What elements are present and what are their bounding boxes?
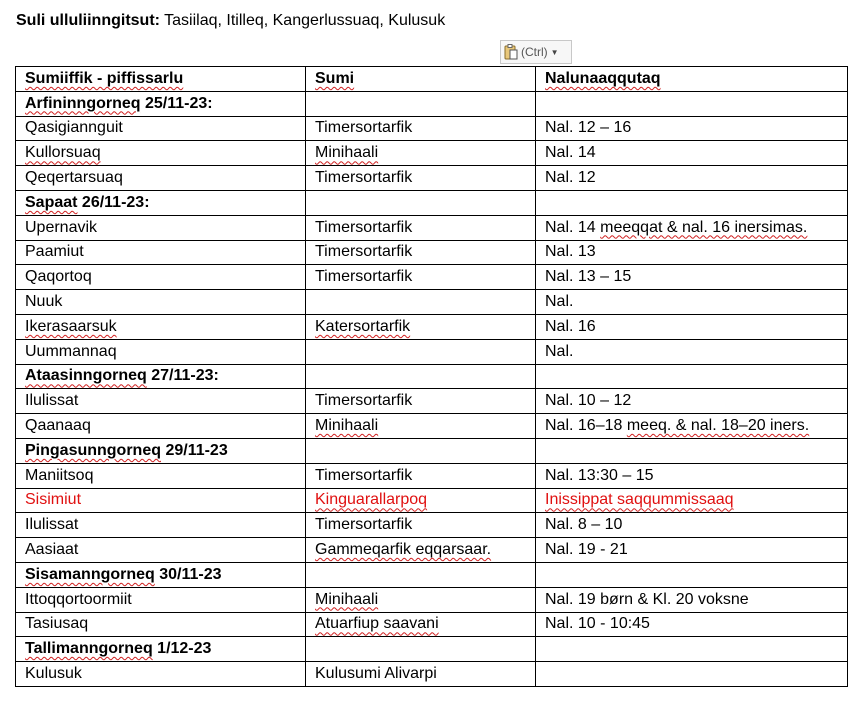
venue-cell: Minihaali bbox=[306, 414, 536, 439]
venue-cell: Timersortarfik bbox=[306, 513, 536, 538]
venue-cell: Timersortarfik bbox=[306, 463, 536, 488]
clipboard-icon bbox=[504, 44, 518, 60]
place-cell: Nuuk bbox=[16, 290, 306, 315]
time-cell: Nal. 13 – 15 bbox=[536, 265, 848, 290]
table-row bbox=[16, 389, 848, 414]
time-cell bbox=[536, 190, 848, 215]
time-cell bbox=[536, 637, 848, 662]
schedule-table bbox=[15, 66, 848, 687]
place-cell: Uummannaq bbox=[16, 339, 306, 364]
time-cell: Nal. 10 - 10:45 bbox=[536, 612, 848, 637]
time-cell: Nal. 13:30 – 15 bbox=[536, 463, 848, 488]
place-cell: Qeqertarsuaq bbox=[16, 166, 306, 191]
time-cell: Nal. 19 børn & Kl. 20 voksne bbox=[536, 587, 848, 612]
place-cell: Arfininngorneq 25/11-23: bbox=[16, 91, 306, 116]
day-header-row bbox=[16, 438, 848, 463]
time-cell: Nal. 16–18 meeq. & nal. 18–20 iners. bbox=[536, 414, 848, 439]
table-row bbox=[16, 265, 848, 290]
table-row bbox=[16, 240, 848, 265]
table-header-row bbox=[16, 67, 848, 92]
time-cell: Nal. 16 bbox=[536, 314, 848, 339]
table-row bbox=[16, 414, 848, 439]
time-cell: Inissippat saqqummissaaq bbox=[536, 488, 848, 513]
time-cell: Nal. 12 – 16 bbox=[536, 116, 848, 141]
place-cell: Ataasinngorneq 27/11-23: bbox=[16, 364, 306, 389]
venue-cell: Katersortarfik bbox=[306, 314, 536, 339]
place-cell: Qaanaaq bbox=[16, 414, 306, 439]
place-cell: Qaqortoq bbox=[16, 265, 306, 290]
venue-cell: Timersortarfik bbox=[306, 166, 536, 191]
table-row bbox=[16, 587, 848, 612]
venue-cell bbox=[306, 290, 536, 315]
venue-cell: Kinguarallarpoq bbox=[306, 488, 536, 513]
table-row bbox=[16, 215, 848, 240]
venue-cell bbox=[306, 190, 536, 215]
paste-options-button[interactable] bbox=[500, 40, 572, 64]
document-heading bbox=[16, 12, 445, 30]
time-cell: Nal. bbox=[536, 339, 848, 364]
table-row bbox=[16, 612, 848, 637]
time-cell: Nal. 10 – 12 bbox=[536, 389, 848, 414]
venue-cell: Timersortarfik bbox=[306, 240, 536, 265]
venue-cell: Timersortarfik bbox=[306, 265, 536, 290]
table-row bbox=[16, 290, 848, 315]
time-cell: Nal. 13 bbox=[536, 240, 848, 265]
venue-cell bbox=[306, 562, 536, 587]
venue-cell: Atuarfiup saavani bbox=[306, 612, 536, 637]
place-cell: Tasiusaq bbox=[16, 612, 306, 637]
place-cell: Pingasunngorneq 29/11-23 bbox=[16, 438, 306, 463]
day-header-row bbox=[16, 91, 848, 116]
venue-cell: Minihaali bbox=[306, 141, 536, 166]
time-cell bbox=[536, 662, 848, 687]
venue-cell bbox=[306, 438, 536, 463]
table-row bbox=[16, 463, 848, 488]
table-row bbox=[16, 116, 848, 141]
place-cell: Ilulissat bbox=[16, 389, 306, 414]
place-cell: Paamiut bbox=[16, 240, 306, 265]
time-cell: Nal. 12 bbox=[536, 166, 848, 191]
table-row bbox=[16, 339, 848, 364]
table-row bbox=[16, 166, 848, 191]
time-cell: Nal. 14 bbox=[536, 141, 848, 166]
place-cell: Ikerasaarsuk bbox=[16, 314, 306, 339]
day-header-row bbox=[16, 190, 848, 215]
venue-cell bbox=[306, 364, 536, 389]
time-cell: Nal. bbox=[536, 290, 848, 315]
place-cell: Ittoqqortoormiit bbox=[16, 587, 306, 612]
place-cell: Sapaat 26/11-23: bbox=[16, 190, 306, 215]
time-cell: Nal. 14 meeqqat & nal. 16 inersimas. bbox=[536, 215, 848, 240]
header-time: Nalunaaqqutaq bbox=[536, 67, 848, 92]
venue-cell bbox=[306, 339, 536, 364]
venue-cell: Kulusumi Alivarpi bbox=[306, 662, 536, 687]
place-cell: Upernavik bbox=[16, 215, 306, 240]
place-cell: Tallimanngorneq 1/12-23 bbox=[16, 637, 306, 662]
place-cell: Kulusuk bbox=[16, 662, 306, 687]
chevron-down-icon: ▼ bbox=[550, 47, 559, 57]
paste-options-label: (Ctrl) bbox=[521, 45, 548, 59]
day-header-row bbox=[16, 364, 848, 389]
time-cell: Nal. 8 – 10 bbox=[536, 513, 848, 538]
time-cell bbox=[536, 364, 848, 389]
table-row bbox=[16, 314, 848, 339]
time-cell bbox=[536, 562, 848, 587]
header-place: Sumiiffik - piffissarlu bbox=[16, 67, 306, 92]
time-cell: Nal. 19 - 21 bbox=[536, 538, 848, 563]
table-row bbox=[16, 488, 848, 513]
heading-places: Tasiilaq, Itilleq, Kangerlussuaq, Kulusuk bbox=[159, 12, 446, 29]
venue-cell: Minihaali bbox=[306, 587, 536, 612]
table-row bbox=[16, 141, 848, 166]
header-venue: Sumi bbox=[306, 67, 536, 92]
place-cell: Sisamanngorneq 30/11-23 bbox=[16, 562, 306, 587]
day-header-row bbox=[16, 637, 848, 662]
heading-label: Suli ulluliinngitsut: bbox=[16, 12, 160, 29]
venue-cell: Gammeqarfik eqqarsaar. bbox=[306, 538, 536, 563]
day-header-row bbox=[16, 562, 848, 587]
table-row bbox=[16, 513, 848, 538]
time-cell bbox=[536, 438, 848, 463]
time-cell bbox=[536, 91, 848, 116]
venue-cell: Timersortarfik bbox=[306, 116, 536, 141]
place-cell: Aasiaat bbox=[16, 538, 306, 563]
place-cell: Qasigiannguit bbox=[16, 116, 306, 141]
place-cell: Sisimiut bbox=[16, 488, 306, 513]
venue-cell bbox=[306, 91, 536, 116]
table-row bbox=[16, 662, 848, 687]
place-cell: Kullorsuaq bbox=[16, 141, 306, 166]
venue-cell: Timersortarfik bbox=[306, 215, 536, 240]
table-row bbox=[16, 538, 848, 563]
place-cell: Ilulissat bbox=[16, 513, 306, 538]
venue-cell bbox=[306, 637, 536, 662]
venue-cell: Timersortarfik bbox=[306, 389, 536, 414]
place-cell: Maniitsoq bbox=[16, 463, 306, 488]
